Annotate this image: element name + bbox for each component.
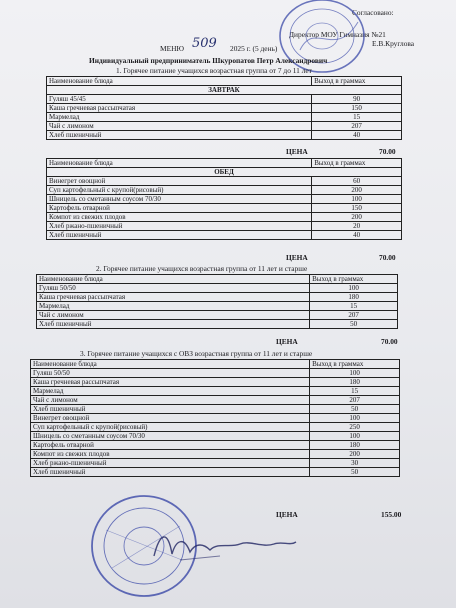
- dish-name: Хлеб пшеничный: [37, 320, 310, 329]
- table-row: [31, 387, 400, 396]
- table-row: [37, 293, 398, 302]
- table-row: [31, 423, 400, 432]
- dish-name: Чай с лимоном: [31, 396, 310, 405]
- table-row: [31, 468, 400, 477]
- section2-price-label: ЦЕНА: [276, 337, 298, 346]
- section3-table: [30, 359, 400, 477]
- meal-label-row: [47, 168, 402, 177]
- table-row: [31, 459, 400, 468]
- dish-out: 180: [310, 441, 400, 450]
- dish-out: 207: [312, 122, 402, 131]
- section2-table: [36, 274, 398, 329]
- table-row: [47, 104, 402, 113]
- table-row: [47, 195, 402, 204]
- dish-name: Гуляш 45/45: [47, 95, 312, 104]
- table-row: [31, 396, 400, 405]
- table-row: [31, 441, 400, 450]
- dish-name: Картофель отварной: [31, 441, 310, 450]
- dish-name: Гуляш 50/50: [31, 369, 310, 378]
- dish-out: 150: [312, 204, 402, 213]
- header-out: Выход в граммах: [312, 77, 402, 86]
- header-name: Наименование блюда: [47, 159, 312, 168]
- dish-name: Хлеб пшеничный: [47, 131, 312, 140]
- table-row: [31, 378, 400, 387]
- menu-label: МЕНЮ: [160, 44, 185, 53]
- signature-scribble: [150, 526, 300, 566]
- header-out: Выход в граммах: [310, 360, 400, 369]
- dish-out: 30: [310, 459, 400, 468]
- table-row: [47, 231, 402, 240]
- dish-out: 50: [310, 405, 400, 414]
- dish-out: 40: [312, 231, 402, 240]
- section1-lunch-price-label: ЦЕНА: [286, 253, 308, 262]
- table-row: [47, 177, 402, 186]
- table-row: [31, 432, 400, 441]
- dish-out: 200: [312, 186, 402, 195]
- dish-name: Суп картофельный с крупой(рисовый): [31, 423, 310, 432]
- dish-name: Чай с лимоном: [37, 311, 310, 320]
- dish-out: 15: [312, 113, 402, 122]
- dish-name: Винегрет овощной: [47, 177, 312, 186]
- dish-out: 100: [310, 369, 400, 378]
- table-row: [37, 302, 398, 311]
- approval-label: Согласовано:: [352, 8, 394, 17]
- dish-out: 200: [312, 213, 402, 222]
- dish-name: Гуляш 50/50: [37, 284, 310, 293]
- dish-name: Хлеб пшеничный: [47, 231, 312, 240]
- approval-signature-name: Е.В.Круглова: [372, 39, 415, 48]
- header-name: Наименование блюда: [47, 77, 312, 86]
- dish-out: 150: [312, 104, 402, 113]
- dish-out: 207: [310, 396, 400, 405]
- section1-lunch-price: 70.00: [379, 253, 396, 262]
- dish-out: 180: [310, 378, 400, 387]
- header-name: Наименование блюда: [37, 275, 310, 284]
- table-header-row: [31, 360, 400, 369]
- table-row: [47, 95, 402, 104]
- meal-label-lunch: ОБЕД: [47, 168, 402, 177]
- table-row: [47, 204, 402, 213]
- dish-name: Шницель со сметанным соусом 70/30: [31, 432, 310, 441]
- dish-name: Чай с лимоном: [47, 122, 312, 131]
- dish-out: 60: [312, 177, 402, 186]
- dish-out: 250: [310, 423, 400, 432]
- dish-out: 100: [312, 195, 402, 204]
- dish-name: Картофель отварной: [47, 204, 312, 213]
- dish-name: Шницель со сметанным соусом 70/30: [47, 195, 312, 204]
- dish-out: 200: [310, 450, 400, 459]
- dish-out: 100: [310, 414, 400, 423]
- header-out: Выход в граммах: [312, 159, 402, 168]
- table-row: [31, 369, 400, 378]
- dish-name: Каша гречневая рассыпчатая: [47, 104, 312, 113]
- approval-director: Директор МОУ Гимназия №21: [289, 30, 386, 39]
- dish-name: Хлеб ржано-пшеничный: [31, 459, 310, 468]
- section1-breakfast-table: [46, 76, 402, 140]
- dish-out: 15: [310, 387, 400, 396]
- table-row: [37, 284, 398, 293]
- dish-out: 180: [310, 293, 398, 302]
- table-row: [47, 113, 402, 122]
- dish-out: 50: [310, 468, 400, 477]
- dish-out: 50: [310, 320, 398, 329]
- meal-label-breakfast: ЗАВТРАК: [47, 86, 402, 95]
- table-row: [47, 122, 402, 131]
- dish-name: Компот из свежих плодов: [47, 213, 312, 222]
- dish-out: 100: [310, 432, 400, 441]
- dish-name: Мармелад: [37, 302, 310, 311]
- header-out: Выход в граммах: [310, 275, 398, 284]
- table-row: [31, 405, 400, 414]
- table-row: [37, 311, 398, 320]
- dish-out: 207: [310, 311, 398, 320]
- dish-name: Мармелад: [31, 387, 310, 396]
- menu-number: 509: [192, 36, 217, 51]
- dish-out: 40: [312, 131, 402, 140]
- dish-out: 90: [312, 95, 402, 104]
- table-row: [47, 213, 402, 222]
- dish-out: 100: [310, 284, 398, 293]
- menu-year: 2025 г. (5 день): [230, 44, 278, 53]
- table-header-row: [47, 159, 402, 168]
- dish-name: Винегрет овощной: [31, 414, 310, 423]
- section1-breakfast-price: 70.00: [379, 147, 396, 156]
- table-header-row: [37, 275, 398, 284]
- dish-name: Хлеб пшеничный: [31, 468, 310, 477]
- dish-name: Хлеб пшеничный: [31, 405, 310, 414]
- section1-title: 1. Горячее питание учащихся возрастная группа от 7 до 11 лет: [116, 66, 312, 75]
- section3-price-label: ЦЕНА: [276, 510, 298, 519]
- dish-name: Хлеб ржано-пшеничный: [47, 222, 312, 231]
- dish-out: 15: [310, 302, 398, 311]
- table-row: [37, 320, 398, 329]
- dish-name: Мармелад: [47, 113, 312, 122]
- meal-label-row: [47, 86, 402, 95]
- dish-name: Каша гречневая рассыпчатая: [31, 378, 310, 387]
- header-name: Наименование блюда: [31, 360, 310, 369]
- table-row: [47, 222, 402, 231]
- dish-out: 20: [312, 222, 402, 231]
- entrepreneur-title: Индивидуальный предприниматель Шкуропатов Петр Александрович: [89, 56, 328, 65]
- section1-breakfast-price-label: ЦЕНА: [286, 147, 308, 156]
- table-row: [47, 186, 402, 195]
- table-header-row: [47, 77, 402, 86]
- dish-name: Компот из свежих плодов: [31, 450, 310, 459]
- section3-price: 155.00: [381, 510, 402, 519]
- dish-name: Каша гречневая рассыпчатая: [37, 293, 310, 302]
- table-row: [47, 131, 402, 140]
- table-row: [31, 450, 400, 459]
- table-row: [31, 414, 400, 423]
- section2-price: 70.00: [381, 337, 398, 346]
- section2-title: 2. Горячее питание учащихся возрастная группа от 11 лет и старше: [96, 264, 308, 273]
- dish-name: Суп картофельный с крупой(рисовый): [47, 186, 312, 195]
- section1-lunch-table: [46, 158, 402, 240]
- section3-title: 3. Горячее питание учащихся с ОВЗ возрастная группа от 11 лет и старше: [80, 349, 313, 358]
